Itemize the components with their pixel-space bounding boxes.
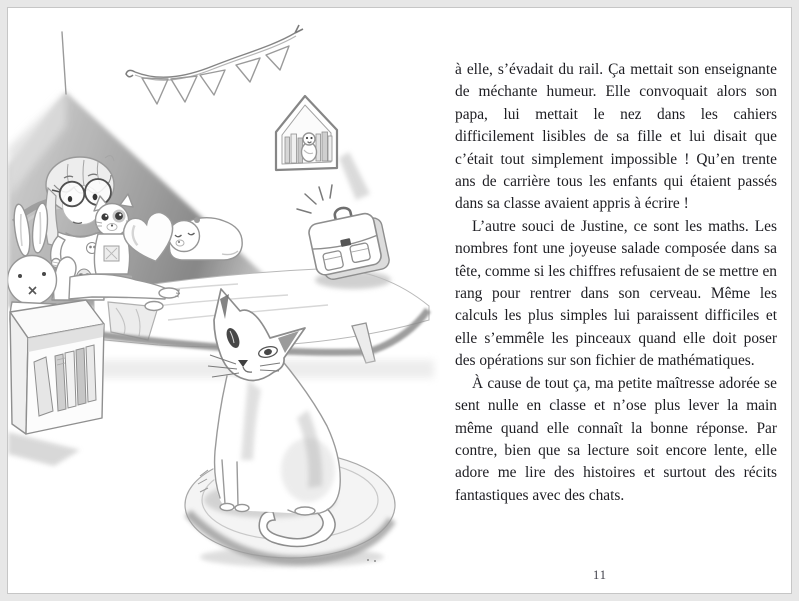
bedroom-illustration: [8, 8, 440, 593]
sparkle-lines: [297, 185, 332, 213]
paragraph: à elle, s’évadait du rail. Ça mettait son enseignante de méchante humeur. Elle convoquait alors son papa, lui mettait le nez dans les cahiers difficilement lisibles de sa fille et lui disait que c’était tout simplement impossible ! Qu’en trente ans de carrière tous les enfants qui étaient passés dans sa classe avaient appris à écrire !: [455, 61, 777, 213]
bird-figurine: [302, 133, 317, 162]
book-page-spread: [7, 7, 792, 594]
flag-stripes-2: [200, 70, 225, 95]
girl-foot: [145, 302, 163, 311]
flag-stripes-1: [142, 78, 168, 104]
school-bag: [305, 201, 391, 283]
paragraph: L’autre souci de Justine, ce sont les maths. Les nombres font une joyeuse salade composée dans sa tête, comme si les chiffres refusaient de se mettre en rang pour rentrer dans son cerveau. Même les calculs les plus simples lui paraissent difficiles et elle s’emmêle les pinceaux quand elle doit poser des opérations sur son fichier de mathématiques.: [455, 217, 777, 370]
girl-eye: [68, 196, 72, 202]
page-text: [455, 59, 777, 507]
house-shelf: [276, 96, 370, 200]
page-number: 11: [592, 568, 608, 582]
bag-pocket: [323, 250, 344, 270]
flag-stripes-3: [266, 46, 289, 70]
nightstand-bookshelf: [10, 300, 104, 434]
paragraph: À cause de tout ça, ma petite maîtresse adorée se sent nulle en classe et n’ose plus lever la main même quand elle connaît la bonne réponse. Par contre, bien que sa lecture soit encore lente, elle adore me lire des histoires et surtout des récits fantastiques avec des chats.: [455, 374, 777, 504]
flag-dots-1: [171, 76, 197, 102]
girl-eye: [93, 194, 98, 200]
bag-pocket: [350, 243, 371, 263]
garland-left-knot: [126, 70, 135, 76]
garland-right-knot: [295, 25, 303, 33]
flag-dots-2: [236, 58, 260, 82]
sleeping-plush: [169, 217, 243, 260]
bunting-garland: [126, 25, 303, 104]
